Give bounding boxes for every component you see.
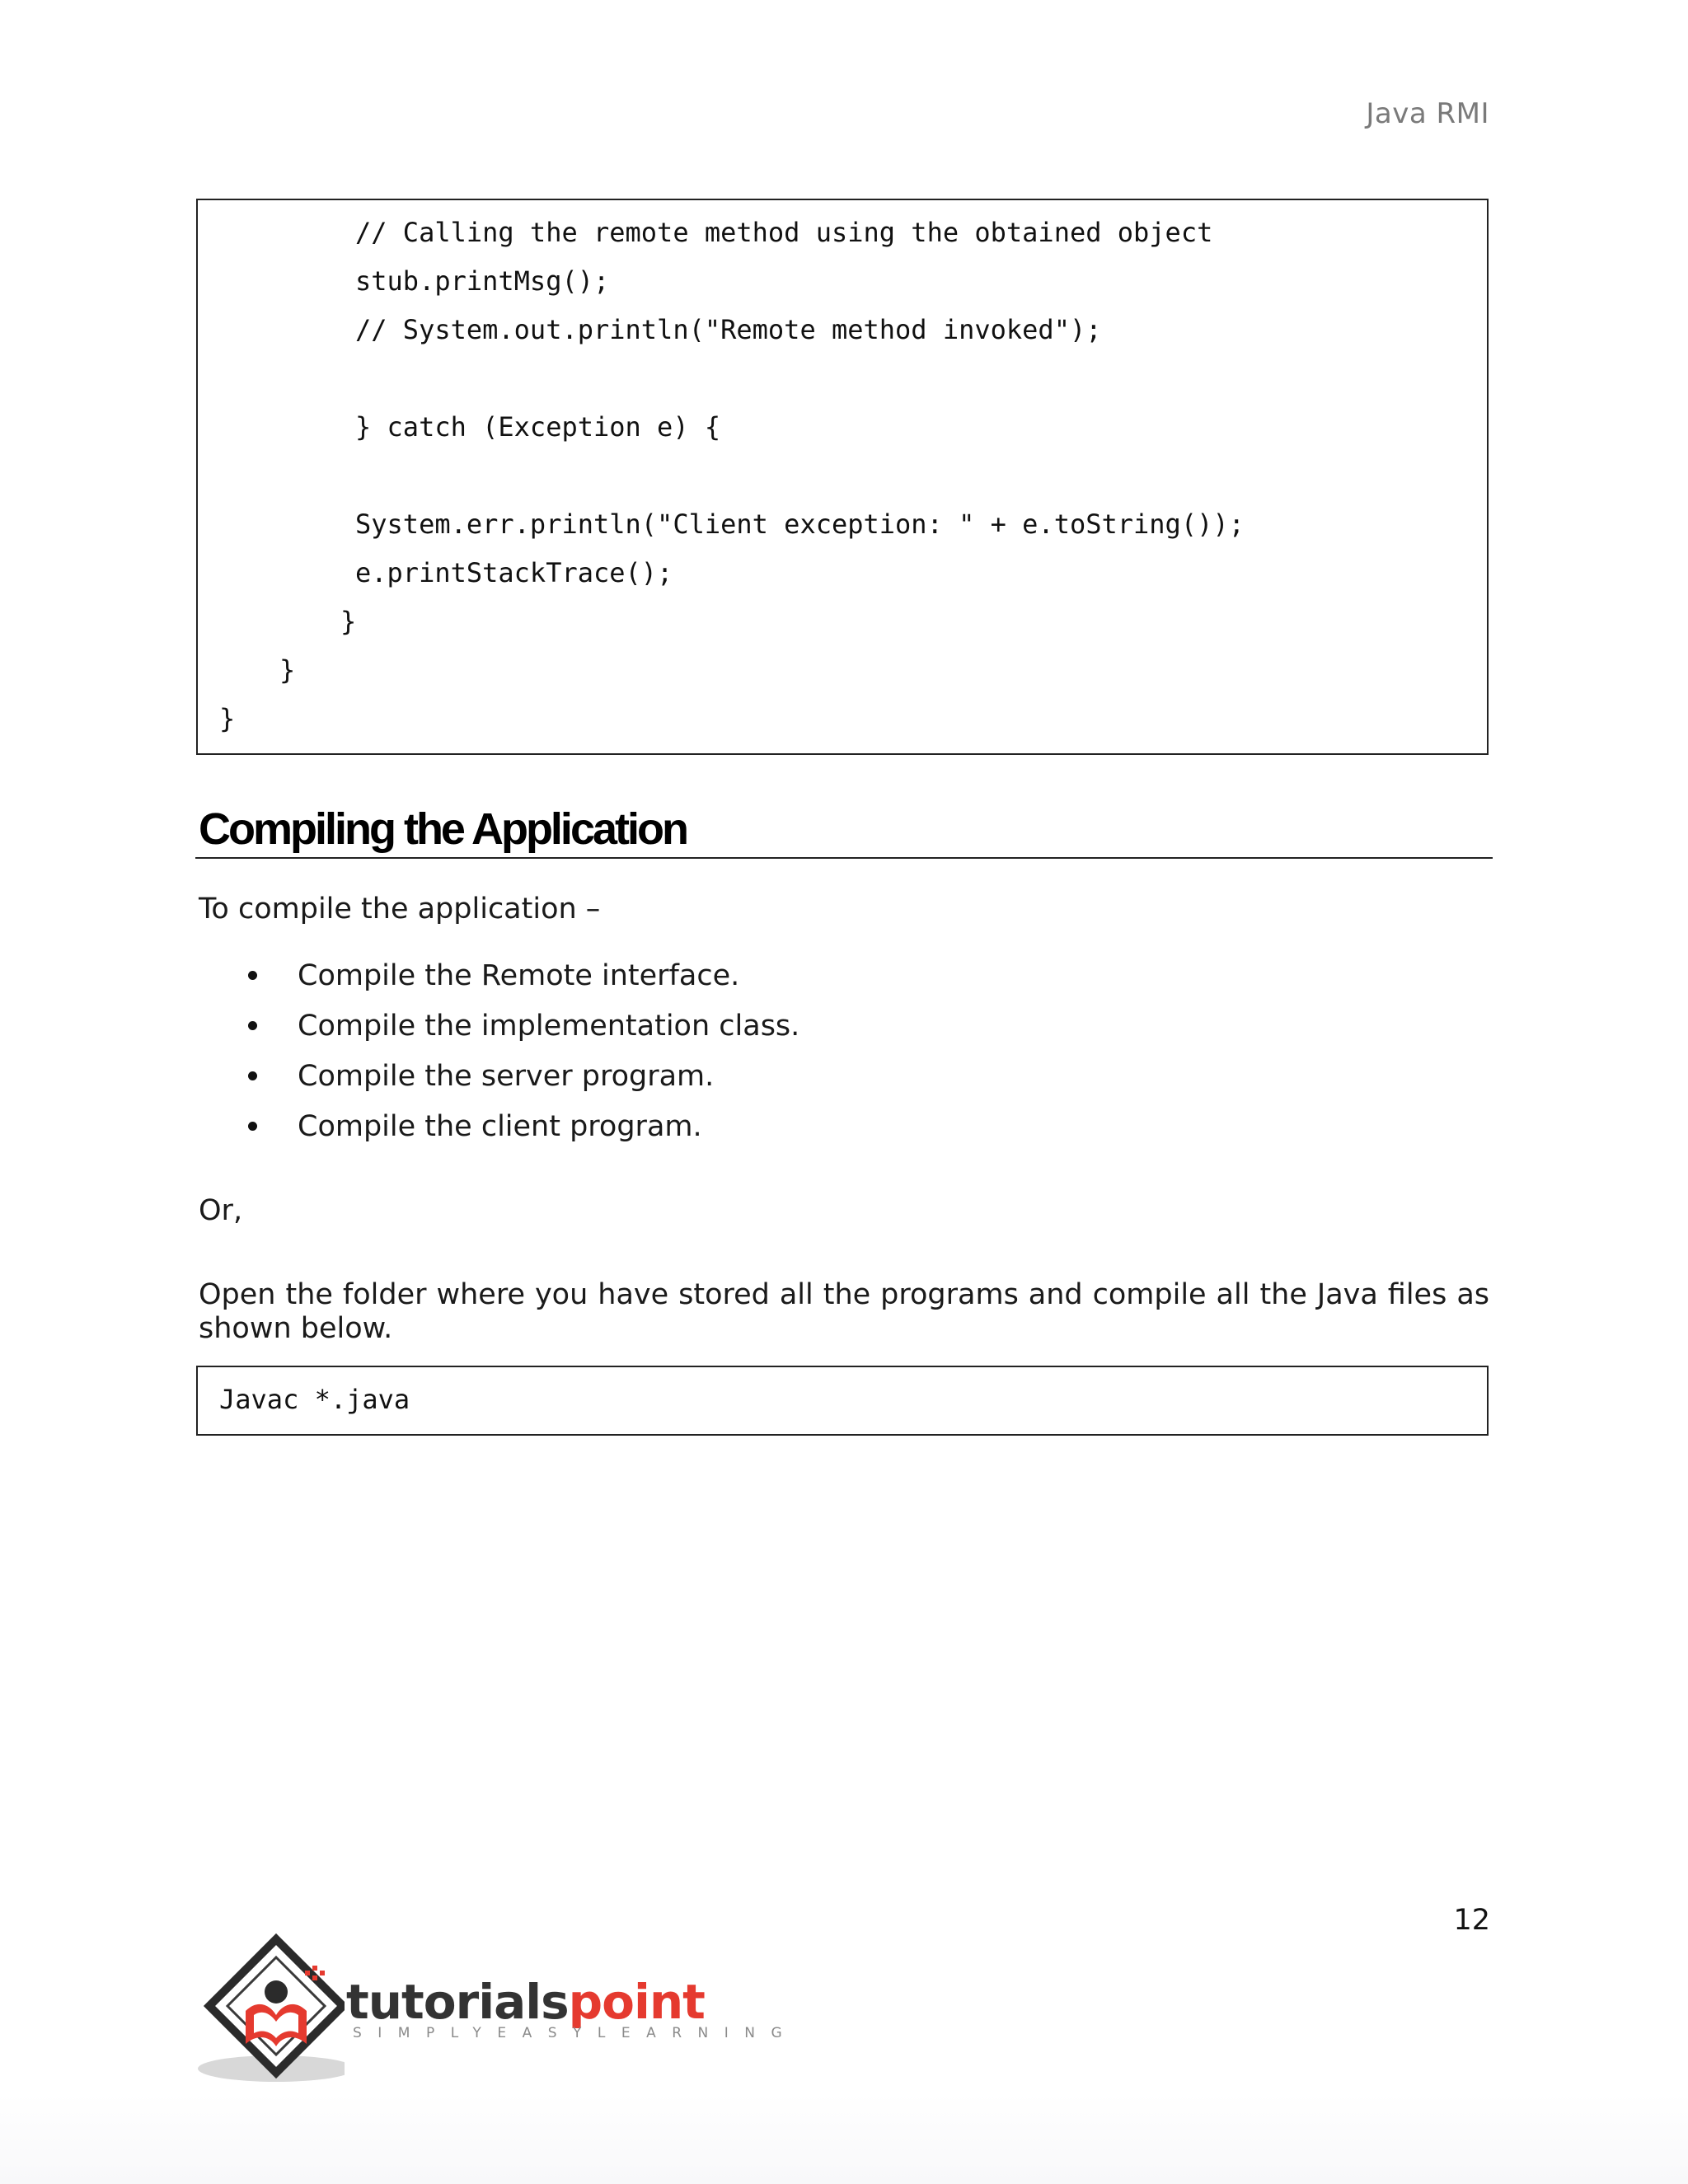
code-line: } [279,654,296,686]
code-line: } catch (Exception e) { [355,411,721,443]
logo-tagline: SIMPLYEASYLEARNING [353,2025,799,2041]
bullet-icon [248,1122,257,1131]
heading-underline [195,857,1493,859]
code-line: // Calling the remote method using the obtained object [355,217,1213,248]
tutorialspoint-logo [196,1933,799,2089]
or-paragraph: Or, [199,1194,243,1227]
intro-paragraph: To compile the application – [199,893,601,926]
list-item-text: Compile the implementation class. [298,1010,800,1043]
code-line: e.printStackTrace(); [355,557,673,588]
list-item-text: Compile the client program. [298,1110,702,1143]
code-line: } [219,703,236,734]
bullet-icon [248,1021,257,1030]
page-number: 12 [1453,1904,1490,1937]
code-block [196,199,1489,755]
logo-wordmark [346,1974,705,2030]
code-line: // System.out.println("Remote method invoked"); [355,314,1102,345]
list-item-text: Compile the Remote interface. [298,959,740,992]
command-code-block [196,1366,1489,1436]
logo-emblem-icon [196,1933,345,2089]
command-line: Javac *.java [219,1384,410,1415]
list-item-text: Compile the server program. [298,1060,715,1093]
logo-word-red: point [568,1974,705,2030]
instruction-paragraph: Open the folder where you have stored all the programs and compile all the Java files as shown below. [199,1278,1489,1345]
code-line: stub.printMsg(); [355,265,610,297]
code-line: } [340,606,357,637]
section-heading: Compiling the Application [199,804,687,854]
logo-word-dark: tutorials [346,1974,569,2030]
code-line: System.err.println("Client exception: " + e.toString()); [355,509,1245,540]
running-header: Java RMI [1366,97,1489,130]
page-background-band [0,2093,1688,2184]
bullet-icon [248,1071,257,1080]
bullet-icon [248,971,257,980]
